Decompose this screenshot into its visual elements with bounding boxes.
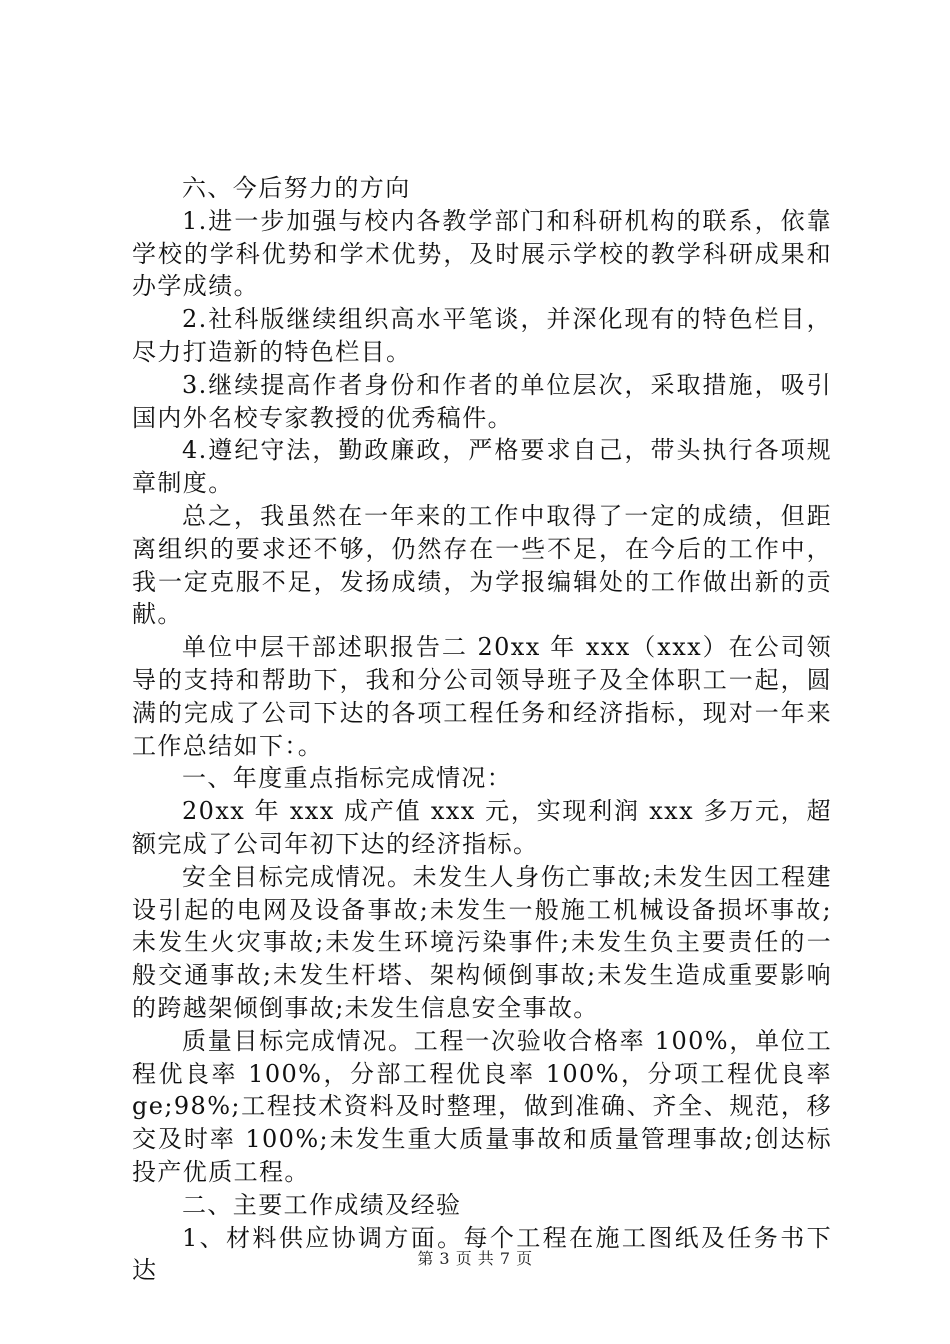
document-body — [132, 172, 832, 1287]
paragraph: 2.社科版继续组织高水平笔谈，并深化现有的特色栏目，尽力打造新的特色栏目。 — [132, 305, 832, 366]
paragraph: 质量目标完成情况。工程一次验收合格率 100%，单位工程优良率 100%，分部工程优良率 100%，分项工程优良率 ge;98%;工程技术资料及时整理，做到准确、齐全、规范，移交及时率 100%;未发生重大质量事故和质量管理事故;创达标投产优质工程。 — [132, 1026, 832, 1186]
paragraph: 3.继续提高作者身份和作者的单位层次，采取措施，吸引国内外名校专家教授的优秀稿件。 — [132, 370, 832, 432]
paragraph: 1.进一步加强与校内各教学部门和科研机构的联系，依靠学校的学科优势和学术优势，及时展示学校的教学科研成果和办学成绩。 — [132, 206, 832, 301]
paragraph: 4.遵纪守法，勤政廉政，严格要求自己，带头执行各项规章制度。 — [132, 436, 832, 498]
paragraph: 安全目标完成情况。未发生人身伤亡事故;未发生因工程建设引起的电网及设备事故;未发生一般施工机械设备损坏事故;未发生火灾事故;未发生环境污染事件;未发生负主要责任的一般交通事故;未发生杆塔、架构倾倒事故;未发生造成重要影响的跨越架倾倒事故;未发生信息安全事故。 — [132, 862, 832, 1022]
paragraph: 1、材料供应协调方面。每个工程在施工图纸及任务书下达 — [132, 1223, 832, 1285]
paragraph: 20xx 年 xxx 成产值 xxx 元，实现利润 xxx 多万元，超额完成了公司年初下达的经济指标。 — [132, 797, 832, 858]
paragraph: 总之，我虽然在一年来的工作中取得了一定的成绩，但距离组织的要求还不够，仍然存在一些不足，在今后的工作中，我一定克服不足，发扬成绩，为学报编辑处的工作做出新的贡献。 — [132, 501, 832, 629]
section-heading-main-achievements: 二、主要工作成绩及经验 — [182, 1190, 462, 1219]
page-number-footer: 第 3 页 共 7 页 — [417, 1249, 533, 1268]
section-heading-future-direction: 六、今后努力的方向 — [182, 174, 411, 202]
paragraph: 单位中层干部述职报告二 20xx 年 xxx（xxx）在公司领导的支持和帮助下，我和分公司领导班子及全体职工一起，圆满的完成了公司下达的各项工程任务和经济指标，现对一年来工作总结如下：。 — [132, 633, 832, 760]
section-heading-annual-indicators: 一、年度重点指标完成情况： — [182, 764, 513, 793]
